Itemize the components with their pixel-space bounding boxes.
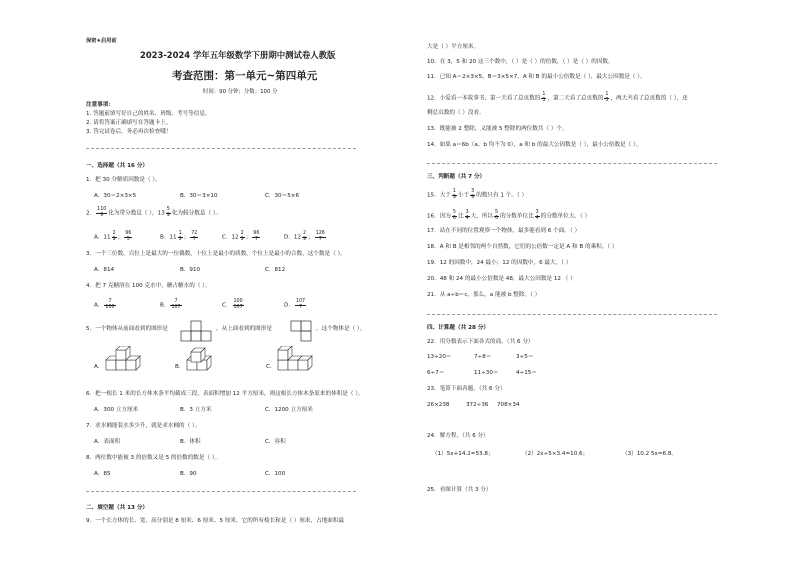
- q1-option-a: A．30＝2×3×5: [94, 193, 137, 199]
- q24-item: （2）2x÷5×3.4=10.6；: [522, 451, 589, 457]
- q6-option-b: B．3 立方米: [180, 407, 212, 413]
- divider: [86, 491, 356, 492]
- question-18: 18．A 和 B 是相邻的两个自然数，它们的公倍数一定是 A 和 B 的乘积。（ ）: [427, 244, 618, 250]
- q2-option-d: D．12 $\frac{2}{9}$ ； $\frac{126}{7}$: [284, 231, 325, 242]
- question-10: 10．在 3，5 和 20 这三个数中，（ ）是（ ）的倍数，（ ）是（ ）的因数。: [427, 59, 614, 65]
- q4-option-b: B． $\frac{7}{107}$: [160, 299, 181, 310]
- question-5-end: ，这个物体是（ ）。: [316, 326, 366, 332]
- divider: [86, 148, 356, 149]
- q24-item: （3）10.2 5x=6.8。: [622, 451, 678, 457]
- question-8: 8．两位数中能被 3 的倍数又是 5 的倍数的数是（ ）。: [86, 455, 221, 461]
- q7-option-c: C．容积: [265, 439, 286, 445]
- fraction: $\frac{5}{9}$: [166, 207, 170, 218]
- section-title: 二、填空题（共 13 分）: [86, 505, 149, 511]
- q1-option-b: B．30＝3×10: [180, 193, 218, 199]
- q6-option-a: A．300 立方厘米: [94, 407, 139, 413]
- q1-option-c: C．30＝5×6: [265, 193, 300, 199]
- question-15: 15．大于 $\frac{1}{9}$ 小于 $\frac{3}{9}$ 的数只有 1 个。（ ）: [427, 189, 528, 200]
- question-3: 3．一个三位数，百位上是最大的一位偶数，十位上是最小的质数，个位上是最小的合数，这个数是（ ）。: [86, 251, 346, 257]
- section-title: 三、判断题（共 7 分）: [427, 174, 486, 180]
- q3-option-a: A．814: [94, 267, 115, 273]
- q22-item: 13÷20＝: [427, 354, 452, 360]
- q2-option-c: C．12 $\frac{2}{9}$ ； $\frac{96}{7}$: [222, 231, 260, 242]
- q22-item: 4÷15＝: [516, 370, 537, 376]
- q3-option-b: B．910: [180, 267, 201, 273]
- q5-option-a: A．: [94, 364, 104, 370]
- question-20: 20．48 和 24 的最小公倍数是 48，最大公因数是 12 （ ）: [427, 276, 576, 282]
- note-item: 2. 请将答案正确填写在答题卡上。: [86, 120, 172, 126]
- q22-item: 7÷8＝: [474, 354, 492, 360]
- question-5-start: 5．一个物体从前面看到的图形是: [86, 326, 168, 332]
- question-9: 9．一个长方体的长、宽、高分别是 8 厘米、6 厘米、5 厘米，它的所有棱长和是（ ）厘米，占地面积最: [86, 518, 345, 524]
- q7-option-a: A．表面积: [94, 439, 121, 445]
- question-13: 13．既能被 2 整除，又能被 5 整除的两位数共（ ）个。: [427, 126, 568, 132]
- q3-option-c: C．812: [265, 267, 286, 273]
- q5-option-a-figure: [104, 346, 152, 376]
- question-4: 4．把 7 克糖溶在 100 克水中，糖占糖水的（ ）。: [86, 283, 211, 289]
- section-title: 四、计算题（共 28 分）: [427, 325, 490, 331]
- question-9-cont: 大是（ ）平方厘米。: [427, 44, 480, 50]
- q5-option-c-figure: [276, 346, 324, 376]
- question-11: 11．已知 A＝2×3×5，B＝3×5×7，A 和 B 的最小公倍数是（ ），最大公因数是（ ）。: [427, 74, 646, 80]
- q6-option-c: C．1200 立方厘米: [265, 407, 313, 413]
- q8-option-a: A．85: [94, 471, 111, 477]
- question-22: 22．用分数表示下面各式的商。（共 6 分）: [427, 339, 534, 345]
- q24-item: （1）5x+14.2=53.8；: [432, 451, 494, 457]
- section-title: 一、选择题（共 16 分）: [86, 163, 149, 169]
- divider: [427, 314, 717, 315]
- question-17: 17．站在不同的位置观察一个物体，最多能看到 6 个面。（ ）: [427, 228, 581, 234]
- q8-option-c: C．100: [265, 471, 286, 477]
- q22-item: 6÷7＝: [427, 370, 445, 376]
- q2-option-b: B．11 $\frac{1}{9}$ ； $\frac{72}{7}$: [160, 231, 198, 242]
- q5-option-c: C．: [266, 364, 276, 370]
- question-12-cont: 剩总页数的（ ）没看。: [427, 110, 485, 116]
- question-12: 12．小爱看一本故事书，第一天看了总页数的 $\frac{1}{3}$ ，第二天看了总页数的 $\frac{1}{5}$ ，两天共看了总页数的（ ），还: [427, 92, 688, 103]
- q5-option-b: B．: [175, 364, 185, 370]
- fraction: $\frac{110}{9}$: [97, 207, 107, 218]
- q4-option-d: D． $\frac{107}{7}$: [284, 299, 306, 310]
- question-23: 23．笔算下面各题。（共 6 分）: [427, 386, 506, 392]
- question-24: 24．解方程。（共 6 分）: [427, 433, 489, 439]
- question-21: 21．从 a÷b＝c，那么，a 能被 b 整除。（ ）: [427, 292, 541, 298]
- question-19: 19．12 的因数中，24 最小；12 的因数中，6 最大。（ ）: [427, 260, 572, 266]
- q8-option-b: B．90: [180, 471, 197, 477]
- question-25: 25．看图计算（共 3 分）: [427, 487, 492, 493]
- question-14: 14．如果 a＝6b（a、b 均不为 0），a 和 b 的最大公因数是（ ），最小公倍数是（ ）。: [427, 142, 642, 148]
- q2-option-a: A．11 $\frac{2}{9}$ ； $\frac{96}{5}$: [94, 231, 132, 242]
- front-view-figure: [180, 318, 214, 344]
- exam-meta: 时间：90 分钟；分数：100 分: [203, 89, 278, 95]
- q4-option-a: A． $\frac{7}{100}$: [94, 299, 115, 310]
- q4-option-c: C． $\frac{100}{107}$: [222, 299, 243, 310]
- q22-item: 11÷30＝: [474, 370, 499, 376]
- q23-item: 26×238: [427, 402, 450, 408]
- note-item: 1. 答题前填写好自己的姓名、班级、考号等信息。: [86, 111, 211, 117]
- notes-heading: 注意事项：: [86, 102, 114, 108]
- question-1: 1．把 30 分解质因数是（ ）。: [86, 177, 161, 183]
- confidential-mark: 保密★启用前: [86, 38, 117, 44]
- q7-option-b: B．体积: [180, 439, 201, 445]
- q23-item: 372÷36: [466, 402, 489, 408]
- exam-scope: 考查范围：第一单元~第四单元: [172, 70, 318, 82]
- question-5-mid: ，从上面看到的图形是: [216, 326, 272, 332]
- q5-option-b-figure: [185, 346, 233, 376]
- note-item: 3. 答完试卷后，务必再次检查哦！: [86, 129, 172, 135]
- question-6: 6．把一根长 1 米的长方体木条平均截成三段，表面积增加 12 平方厘米，则这根长方体木条原来的体积是（ ）。: [86, 391, 364, 397]
- top-view-figure: [290, 318, 314, 344]
- question-16: 16．因为 $\frac{5}{6}$ 比 $\frac{3}{4}$ 大，所以 $\frac{5}{6}$ 的分数单位比 $\frac{3}{4}$ 的分数单位大。（ ）: [427, 210, 591, 221]
- question-7: 7．求水桶能装水多少升，就是求水桶的（ ）。: [86, 423, 201, 429]
- q22-item: 3÷5＝: [516, 354, 534, 360]
- divider: [427, 163, 717, 164]
- q23-item: 708×34: [497, 402, 520, 408]
- question-2: 2． $\frac{110}{9}$ 化为带分数是（ ），13 $\frac{5}{9}$ 化为假分数是（ ）。: [86, 207, 222, 218]
- exam-title: 2023-2024 学年五年级数学下册期中测试卷人教版: [140, 50, 336, 60]
